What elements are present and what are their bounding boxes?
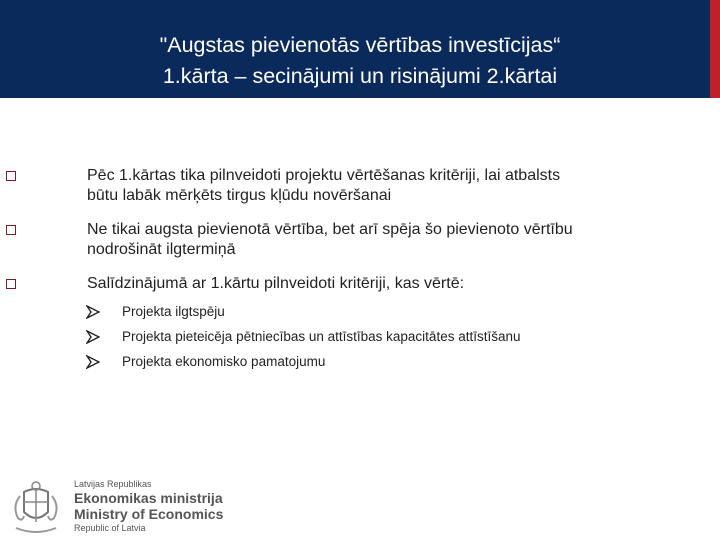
coat-of-arms-icon [6,478,66,538]
sub-bullet-text: Projekta pieteicēja pētniecības un attīstības kapacitātes attīstīšanu [122,329,521,344]
square-bullet-icon [6,279,16,289]
bullet-text: Salīdzinājumā ar 1.kārtu pilnveidoti kritēriji, kas vērtē: [87,275,465,292]
sub-bullet-text: Projekta ilgtspēju [122,304,225,319]
square-bullet-icon [6,225,16,235]
arrow-bullet-icon [86,355,100,369]
square-bullet-icon [6,171,16,181]
slide-title [0,30,720,92]
header-banner [0,0,720,98]
title-line-1: "Augstas pievienotās vērtības investīcijas“ [159,33,561,57]
arrow-bullet-icon [86,330,100,344]
arrow-bullet-icon [86,305,100,319]
title-line-2: 1.kārta – secinājumi un risinājumi 2.kārtai [162,64,558,88]
sub-bullet-text: Projekta ekonomisko pamatojumu [122,354,326,369]
ministry-logo-text: Latvijas Republikas Ekonomikas ministrija Ministry of Economics Republic of Latvia [74,479,224,533]
bullet-text: Pēc 1.kārtas tika pilnveidoti projektu vērtēšanas kritēriji, lai atbalsts būtu labāk mērķēts tirgus kļūdu novēršanai [87,167,561,204]
bullet-text: Ne tikai augsta pievienotā vērtība, bet arī spēja šo pievienoto vērtību nodrošināt ilgtermiņā [87,221,573,258]
